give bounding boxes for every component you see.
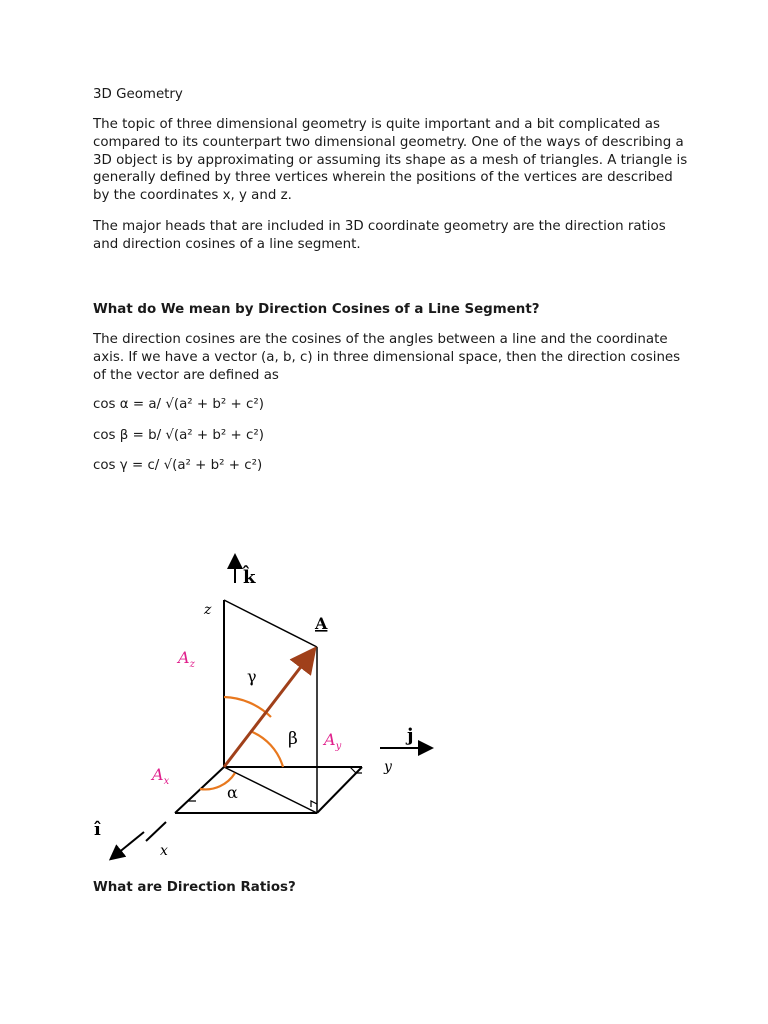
y-axis-label: y bbox=[384, 759, 392, 775]
formula-cos-beta: cos β = b/ √(a² + b² + c²) bbox=[93, 428, 264, 443]
vector-A bbox=[224, 651, 313, 767]
vector-A-label: A bbox=[315, 614, 328, 633]
gamma-label: γ bbox=[247, 667, 257, 686]
i-arrow bbox=[112, 832, 144, 858]
section-heading-direction-cosines: What do We mean by Direction Cosines of a Line Segment? bbox=[93, 302, 540, 317]
k-hat-label: k̂ bbox=[243, 567, 256, 588]
j-hat-label: j bbox=[407, 725, 414, 746]
i-hat-label: î bbox=[94, 819, 101, 840]
Ax-label-main: A bbox=[152, 765, 164, 784]
x-axis-label: x bbox=[160, 843, 168, 859]
intro-paragraph-1: The topic of three dimensional geometry is quite important and a bit complicated as compared to its counterpart two dimensional geometry. One of the ways of describing a 3D object is by approximating or assuming its shape as a mesh of triangles. A triangle is generally defined by three vertices wherein the positions of the vertices are described by the coordinates x, y and z. bbox=[93, 117, 688, 204]
projection-diagonal bbox=[224, 767, 317, 813]
beta-label: β bbox=[288, 729, 298, 749]
formula-cos-alpha: cos α = a/ √(a² + b² + c²) bbox=[93, 397, 264, 412]
z-axis-label: z bbox=[204, 602, 212, 618]
Ay-label-sub: y bbox=[335, 741, 342, 752]
direction-cosines-diagram bbox=[94, 545, 445, 865]
Az-label-main: A bbox=[178, 648, 190, 667]
Az-label-sub: z bbox=[189, 659, 195, 670]
Ax-label bbox=[150, 765, 170, 787]
box-top-edge bbox=[224, 600, 317, 647]
Ax-label-sub: x bbox=[163, 776, 170, 787]
x-axis-extension bbox=[146, 822, 166, 841]
doc-title: 3D Geometry bbox=[93, 87, 183, 102]
section-heading-direction-ratios: What are Direction Ratios? bbox=[93, 880, 296, 895]
right-angle-mark bbox=[311, 801, 317, 807]
formula-cos-gamma: cos γ = c/ √(a² + b² + c²) bbox=[93, 458, 263, 473]
intro-paragraph-2: The major heads that are included in 3D coordinate geometry are the direction ratios and direction cosines of a line segment. bbox=[93, 219, 666, 252]
direction-cosines-paragraph: The direction cosines are the cosines of the angles between a line and the coordinate axis. If we have a vector (a, b, c) in three dimensional space, then the direction cosines of the vector are defined as bbox=[93, 332, 681, 383]
box-right-edge bbox=[317, 767, 362, 813]
Ay-label bbox=[322, 730, 342, 752]
Az-label bbox=[176, 648, 196, 670]
Ay-label-main: A bbox=[324, 730, 336, 749]
beta-arc bbox=[250, 731, 283, 767]
alpha-label: α bbox=[227, 783, 238, 802]
